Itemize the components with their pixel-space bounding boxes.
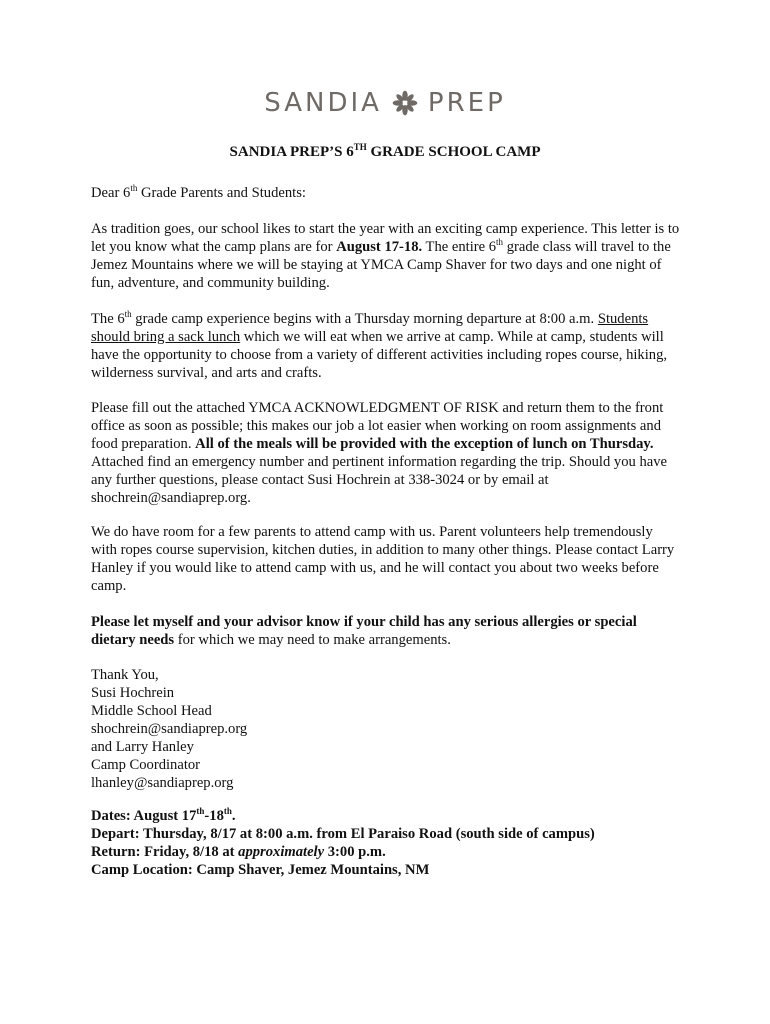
depart-line: Depart: Thursday, 8/17 at 8:00 a.m. from El Paraiso Road (south side of campus)	[91, 826, 595, 842]
paragraph-forms: Please fill out the attached YMCA ACKNOWLEDGMENT OF RISK and return them to the front office as soon as possible; this makes our job a lot easier when working on room assignments and food preparation. All of the meals will be provided with the exception of lunch on Thursday. Attached find an emergency number and pertinent information regarding the trip. Should you have any further questions, please contact Susi Hochrein at 338-3024 or by email at shochrein@sandiaprep.org.	[91, 400, 668, 506]
paragraph-camp-intro: As tradition goes, our school likes to start the year with an exciting camp experience. This letter is to let you know what the camp plans are for August 17-18. The entire 6th grade class will travel to the Jemez Mountains where we will be staying at YMCA Camp Shaver for two days and one night of fun, adventure, and community building.	[91, 221, 680, 291]
signature-line: Thank You,	[91, 667, 159, 683]
page-title: SANDIA PREP’S 6TH GRADE SCHOOL CAMP	[229, 142, 541, 160]
paragraph-allergies: Please let myself and your advisor know if your child has any serious allergies or special dietary needs for which we may need to make arrangements.	[91, 614, 637, 648]
signature-line: and Larry Hanley	[91, 739, 194, 755]
signature-line: shochrein@sandiaprep.org	[91, 721, 248, 737]
paragraph-volunteers: We do have room for a few parents to attend camp with us. Parent volunteers help tremendously with ropes course supervision, kitchen duties, in addition to many other things. Please contact Larry Hanley if you would like to attend camp with us, and he will contact you about two weeks before camp.	[91, 524, 675, 594]
signature-line: Susi Hochrein	[91, 685, 175, 701]
signature-line: lhanley@sandiaprep.org	[91, 775, 234, 791]
trip-facts	[91, 807, 681, 879]
sandia-prep-logo	[0, 88, 770, 118]
logo-right-word: PREP	[427, 88, 506, 118]
signature-line: Middle School Head	[91, 703, 212, 719]
flower-emblem-icon	[392, 90, 418, 116]
location-line: Camp Location: Camp Shaver, Jemez Mountains, NM	[91, 862, 430, 878]
paragraph-departure: The 6th grade camp experience begins with a Thursday morning departure at 8:00 a.m. Students should bring a sack lunch which we will eat when we arrive at camp. While at camp, students will have the opportunity to choose from a variety of different activities including ropes course, hiking, wilderness survival, and arts and crafts.	[91, 309, 668, 381]
greeting: Dear 6th Grade Parents and Students:	[91, 183, 306, 201]
signature-block	[91, 666, 681, 792]
dates-line: Dates: August 17th-18th.	[91, 806, 236, 824]
logo-left-word: SANDIA	[264, 88, 382, 118]
return-line: Return: Friday, 8/18 at approximately 3:00 p.m.	[91, 844, 386, 860]
signature-line: Camp Coordinator	[91, 757, 201, 773]
